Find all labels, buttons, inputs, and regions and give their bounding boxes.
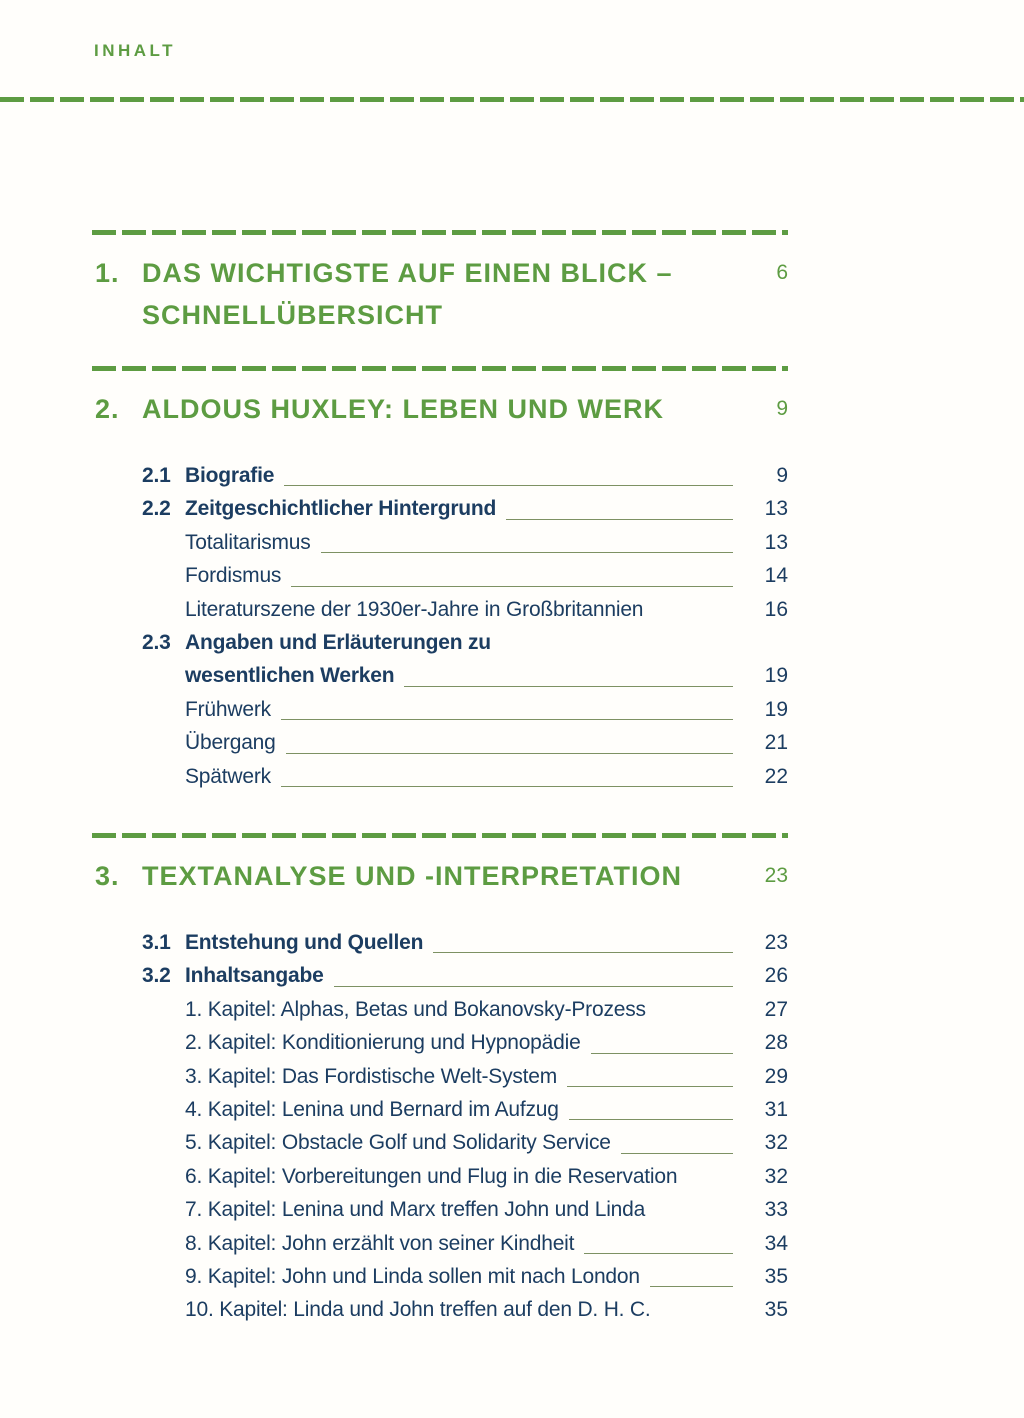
section-1-title-line2: SCHNELLÜBERSICHT <box>142 300 444 330</box>
entry-page-number: 13 <box>764 530 788 554</box>
toc-entry-kapitel-4 <box>142 1093 788 1126</box>
entry-label: 7. Kapitel: Lenina und Marx treffen John und Linda <box>185 1198 646 1222</box>
entry-page-number: 19 <box>764 697 788 721</box>
entry-label: Frühwerk <box>185 697 271 721</box>
section-1-number: 1. <box>95 258 120 288</box>
toc-entry-3-1 <box>142 926 788 959</box>
toc-entry-totalitarismus <box>142 526 788 559</box>
leader-line <box>281 786 733 787</box>
section-3-page-number: 23 <box>764 864 788 887</box>
section-3-entries <box>142 926 788 1327</box>
leader-line <box>656 1019 733 1020</box>
leader-line <box>433 952 733 953</box>
toc-entry-3-2 <box>142 959 788 992</box>
leader-line <box>281 719 733 720</box>
entry-label: 3. Kapitel: Das Fordistische Welt-System <box>185 1064 558 1088</box>
section-2-title-line1: ALDOUS HUXLEY: LEBEN UND WERK <box>142 394 665 424</box>
section-1-title <box>142 252 742 336</box>
leader-line <box>569 1119 733 1120</box>
entry-page-number: 13 <box>764 497 788 521</box>
top-dashed-rule <box>0 97 1024 102</box>
toc-entry-kapitel-8 <box>142 1227 788 1260</box>
toc-entry-kapitel-1 <box>142 993 788 1026</box>
entry-page-number: 28 <box>764 1031 788 1055</box>
entry-page-number: 23 <box>764 931 788 954</box>
section-2-title <box>142 388 742 430</box>
entry-label: Totalitarismus <box>185 530 311 554</box>
entry-page-number: 19 <box>764 664 788 688</box>
toc-entry-2-1 <box>142 459 788 492</box>
entry-page-number: 22 <box>764 764 788 788</box>
entry-page-number: 35 <box>764 1298 788 1322</box>
entry-label: Entstehung und Quellen <box>185 931 424 954</box>
toc-entry-kapitel-7 <box>142 1193 788 1226</box>
entry-label: Übergang <box>185 731 276 755</box>
toc-entry-fordismus <box>142 559 788 592</box>
toc-entry-2-2 <box>142 492 788 525</box>
toc-entry-kapitel-5 <box>142 1126 788 1159</box>
entry-page-number: 34 <box>764 1231 788 1255</box>
section-heading-3 <box>92 855 788 897</box>
toc-entry-kapitel-6 <box>142 1160 788 1193</box>
page-title: INHALT <box>94 41 177 60</box>
leader-line <box>653 619 733 620</box>
entry-page-number: 29 <box>764 1064 788 1088</box>
leader-line <box>584 1253 733 1254</box>
leader-line <box>621 1153 733 1154</box>
entry-label: 10. Kapitel: Linda und John treffen auf den D. H. C. <box>185 1298 651 1322</box>
entry-label: 5. Kapitel: Obstacle Golf und Solidarity Service <box>185 1131 611 1155</box>
entry-page-number: 26 <box>764 964 788 988</box>
leader-line <box>567 1086 733 1087</box>
leader-line <box>286 753 733 754</box>
entry-label: 9. Kapitel: John und Linda sollen mit nach London <box>185 1264 640 1288</box>
entry-page-number: 16 <box>764 597 788 621</box>
entry-label: 4. Kapitel: Lenina und Bernard im Aufzug <box>185 1097 559 1121</box>
entry-label: Inhaltsangabe <box>185 964 324 988</box>
section-3-title-line1: TEXTANALYSE UND -INTERPRETATION <box>142 861 683 891</box>
section-1-page-number: 6 <box>776 261 788 284</box>
leader-line <box>591 1053 733 1054</box>
section-3-number: 3. <box>95 861 120 891</box>
leader-line <box>334 986 733 987</box>
entry-page-number: 32 <box>764 1164 788 1188</box>
entry-label: Fordismus <box>185 564 282 588</box>
section-2-dashed-rule <box>92 366 788 371</box>
entry-number: 2.3 <box>142 630 171 654</box>
leader-line <box>687 1186 733 1187</box>
toc-entry-fruehwerk <box>142 693 788 726</box>
section-2-number: 2. <box>95 394 120 424</box>
entry-label: 6. Kapitel: Vorbereitungen und Flug in die Reservation <box>185 1164 678 1188</box>
entry-label: 2. Kapitel: Konditionierung und Hypnopädie <box>185 1031 581 1055</box>
entry-label: 1. Kapitel: Alphas, Betas und Bokanovsky-Prozess <box>185 997 646 1021</box>
entry-label: 8. Kapitel: John erzählt von seiner Kindheit <box>185 1231 575 1255</box>
section-3-dashed-rule <box>92 833 788 838</box>
leader-line <box>404 686 733 687</box>
leader-line <box>661 1320 733 1321</box>
entry-label: Biografie <box>185 464 275 487</box>
leader-line <box>650 1286 733 1287</box>
entry-page-number: 31 <box>764 1097 788 1121</box>
entry-label: Angaben und Erläuterungen zu <box>185 630 491 654</box>
section-heading-2 <box>92 388 788 430</box>
section-heading-1 <box>92 252 788 336</box>
entry-page-number: 32 <box>764 1131 788 1155</box>
leader-line <box>655 1220 733 1221</box>
toc-entry-2-3-line1 <box>142 626 788 659</box>
toc-entry-2-3-line2 <box>142 659 788 692</box>
entry-page-number: 9 <box>776 464 788 487</box>
entry-label: Zeitgeschichtlicher Hintergrund <box>185 497 497 521</box>
toc-entry-kapitel-10 <box>142 1293 788 1326</box>
entry-label: Literaturszene der 1930er-Jahre in Großbritannien <box>185 597 644 621</box>
toc-entry-literaturszene <box>142 593 788 626</box>
toc-entry-spaetwerk <box>142 760 788 793</box>
toc-entry-kapitel-9 <box>142 1260 788 1293</box>
section-1-dashed-rule <box>92 230 788 235</box>
toc-entry-kapitel-3 <box>142 1060 788 1093</box>
leader-line <box>506 519 733 520</box>
section-1-title-line1: DAS WICHTIGSTE AUF EINEN BLICK – <box>142 258 673 288</box>
section-2-page-number: 9 <box>776 397 788 420</box>
leader-line <box>321 552 733 553</box>
section-3-title <box>142 855 742 897</box>
entry-label: wesentlichen Werken <box>185 664 395 688</box>
entry-page-number: 14 <box>764 564 788 588</box>
entry-page-number: 27 <box>764 997 788 1021</box>
entry-page-number: 21 <box>764 731 788 755</box>
entry-number: 2.1 <box>142 464 171 487</box>
leader-line <box>501 652 733 653</box>
toc-entry-uebergang <box>142 726 788 759</box>
entry-label: Spätwerk <box>185 764 271 788</box>
entry-number: 3.1 <box>142 931 171 954</box>
toc-entry-kapitel-2 <box>142 1026 788 1059</box>
entry-number: 2.2 <box>142 497 171 521</box>
leader-line <box>284 485 733 486</box>
section-2-entries <box>142 459 788 793</box>
leader-line <box>291 586 733 587</box>
entry-page-number: 33 <box>764 1198 788 1222</box>
entry-number: 3.2 <box>142 964 171 988</box>
entry-page-number: 35 <box>764 1264 788 1288</box>
